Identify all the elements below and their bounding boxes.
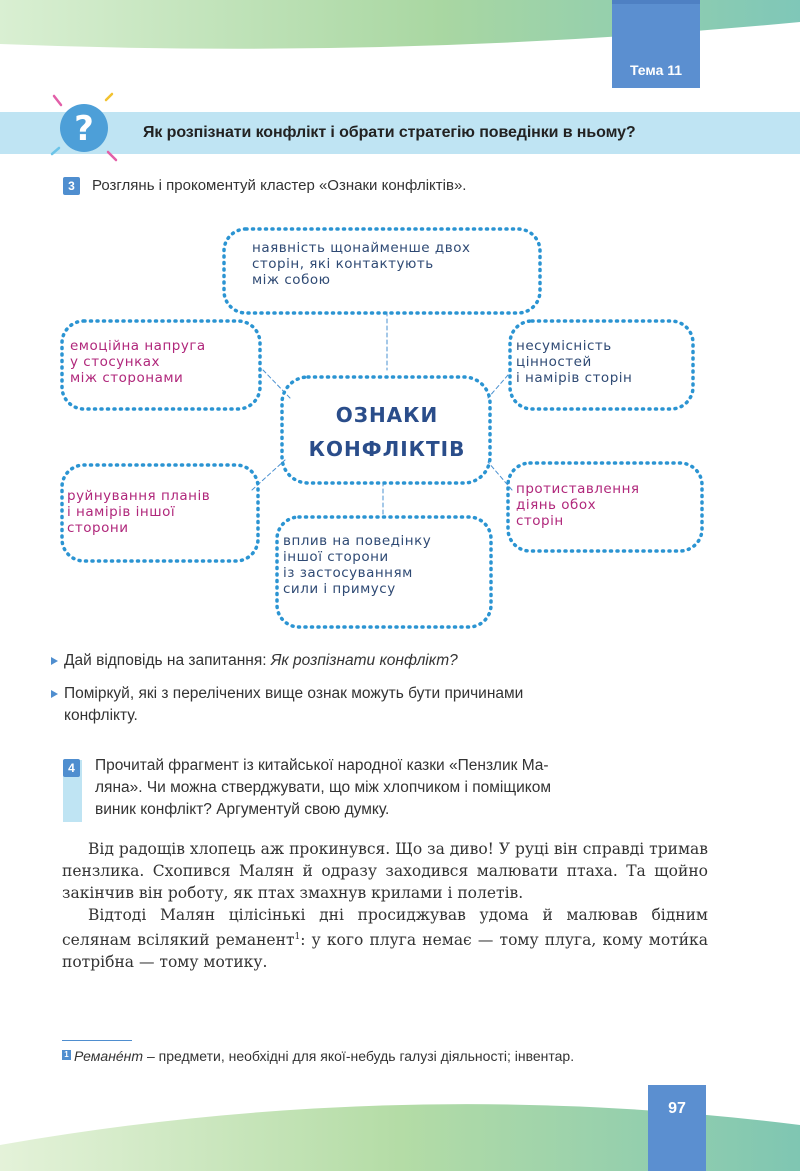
footnote-ref: 1 [294,932,301,942]
bullet-arrow-icon [51,690,58,698]
task4-line-2: ляна». Чи можна стверджувати, що між хлопчиком і поміщиком [95,779,551,796]
task-number-badge: 3 [63,177,80,195]
connector-left-bottom [252,460,285,490]
connector-right-top [488,375,508,398]
footnote-term: Реманéнт [74,1048,144,1064]
task-number-badge: 4 [63,759,80,777]
task4-line-3: виник конфлікт? Аргументуй свою думку. [95,801,390,818]
bubble-bottom-text: вплив на поведінку іншої сторони із застосуванням сили і примусу [283,533,432,597]
bullet-1-italic: Як розпізнати конфлікт? [270,652,458,669]
topic-label: Тема 11 [629,62,683,78]
story-paragraph-2 [62,904,708,973]
bullet-think [64,683,523,727]
bubble-left-top-text: емоційна напруга у стосунках між сторонами [70,338,206,386]
story-p2-before: Відтоді Малян цілісінькі дні просиджував удома й малював бідним селянам всілякий реманент [62,906,708,950]
footnote [62,1047,712,1066]
bubble-left-bottom-text: руйнування планів і намірів іншої сторони [67,488,211,536]
story-paragraph-1: Від радощів хлопець аж прокинувся. Що за диво! У руці він справді тримав пензлика. Схопився Малян й одразу заходився малювати птаха. Та щойно закінчив він роботу, як птах змахнув крилами і полетів. [62,840,708,902]
bullet-1-prefix: Дай відповідь на запитання: [64,652,271,669]
task3-text: Розглянь і прокоментуй кластер «Ознаки конфліктів». [92,177,467,194]
task4-text [95,755,551,821]
bubble-top-text: наявність щонайменше двох сторін, які контактують між собою [252,240,471,288]
svg-text:?: ? [74,109,94,149]
footnote-divider [62,1040,132,1041]
story-fragment [62,838,708,973]
bubble-right-top-text: несумісність цінностей і намірів сторін [516,338,633,386]
bullet-arrow-icon [51,657,58,665]
bullet-2-line-1: Поміркуй, які з перелічених вище ознак можуть бути причинами [64,685,524,702]
connector-left-top [263,370,290,398]
center-line-2: КОНФЛІКТІВ [308,437,466,461]
task4-line-1: Прочитай фрагмент із китайської народної казки «Пензлик Ма- [95,757,549,774]
bullet-question [64,650,458,672]
story-p2-after: : у кого плуга немає — тому плуга, кому моти́ка потрібна — тому мотику. [62,931,708,972]
center-line-1: ОЗНАКИ [335,403,439,427]
footnote-definition: – предмети, необхідні для якої-небудь галузі діяльності; інвентар. [143,1048,575,1064]
bullet-2-line-2: конфлікту. [64,707,138,724]
question-title: Як розпізнати конфлікт і обрати стратегію поведінки в ньому? [143,124,636,141]
page-number: 97 [648,1085,706,1171]
footnote-mark: 1 [62,1050,71,1060]
cluster-center-title [282,398,492,466]
bubble-right-bottom-text: протиставлення діянь обох сторін [516,481,640,529]
